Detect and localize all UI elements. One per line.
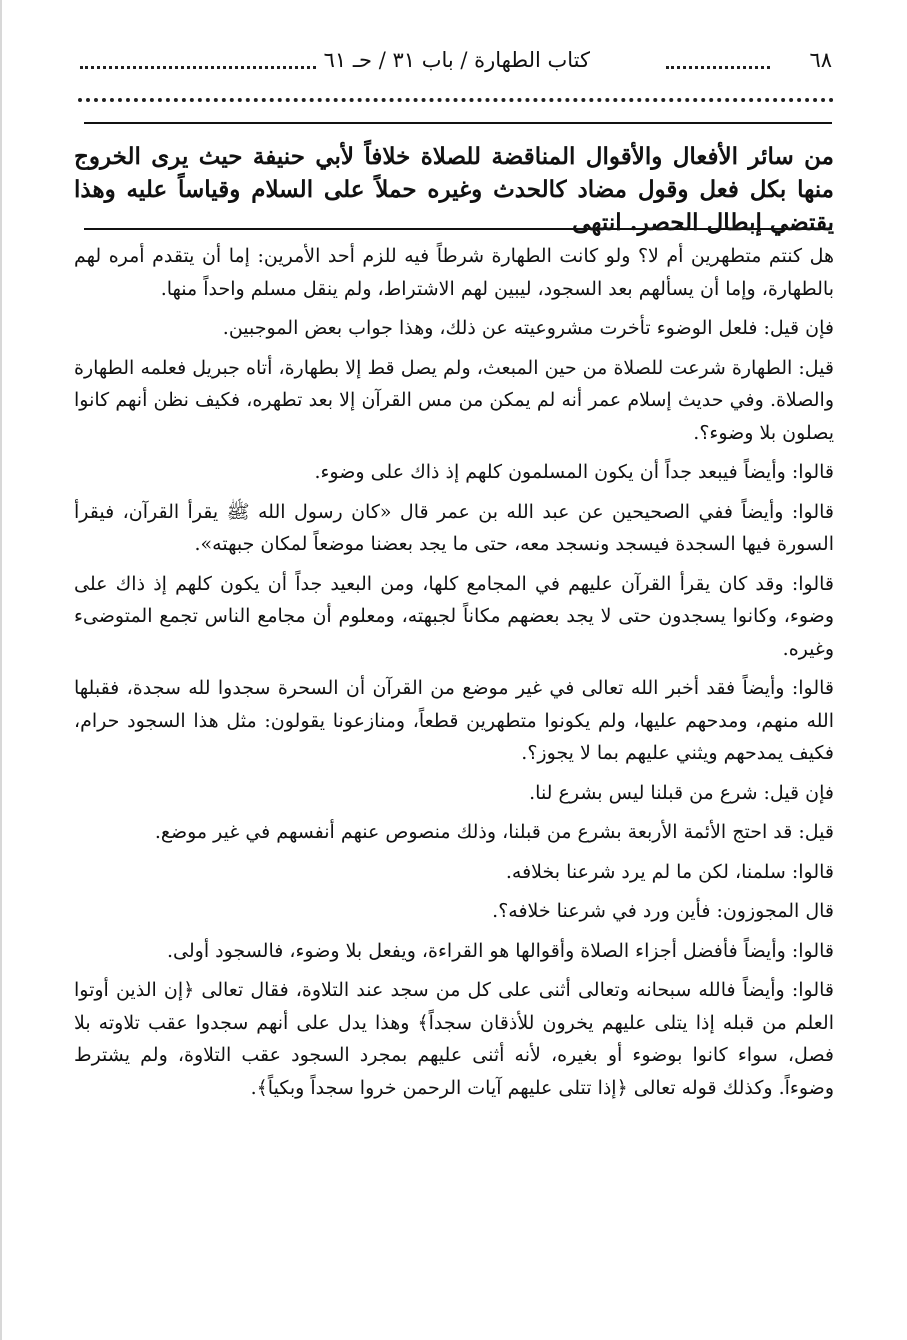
commentary-paragraph: قالوا: وأيضاً فأفضل أجزاء الصلاة وأقوالها هو القراءة، ويفعل بلا وضوء، فالسجود أولى.	[167, 939, 834, 962]
commentary-paragraph: فإن قيل: فلعل الوضوء تأخرت مشروعيته عن ذلك، وهذا جواب بعض الموجبين.	[222, 317, 834, 339]
page-header	[72, 42, 840, 78]
commentary-paragraph: قيل: الطهارة شرعت للصلاة من حين المبعث، ولم يصل قط إلا بطهارة، أتاه جبريل فعلمه الطهارة والصلاة. وفي حديث إسلام عمر أنه لم يمكن من مس القرآن إلا بعد تطهره، فكيف نظن أنهم كانوا يصلون بلا وضوء؟.	[74, 356, 834, 444]
commentary-paragraph: قال المجوزون: فأين ورد في شرعنا خلافه؟.	[492, 900, 834, 922]
top-rule	[84, 122, 832, 124]
commentary-divider	[84, 228, 832, 230]
commentary-paragraph: قيل: قد احتج الأئمة الأربعة بشرع من قبلنا، وذلك منصوص عنهم أنفسهم في غير موضع.	[154, 821, 834, 843]
header-leader-dots	[80, 66, 316, 69]
page-number: ٦٨	[809, 48, 832, 72]
commentary-paragraph: قالوا: وقد كان يقرأ القرآن عليهم في المجامع كلها، ومن البعيد جداً أن يكون كلهم إذ ذاك على وضوء، وكانوا يسجدون حتى لا يجد بعضهم مكاناً لجبهته، ومعلوم أن مجامع الناس تجمع المتوضىء وغيره.	[74, 572, 834, 660]
commentary-paragraph: قالوا: وأيضاً فالله سبحانه وتعالى أثنى على كل من سجد عند التلاوة، فقال تعالى ﴿إن الذين أوتوا العلم من قبله إذا يتلى عليهم يخرون للأذقان سجداً﴾ وهذا يدل على أنهم سجدوا عقب تلاوته بلا فصل، سواء كانوا بوضوء أو بغيره، لأنه أثنى عليهم بمجرد السجود عقب التلاوة، ولم يشترط وضوءاً. وكذلك قوله تعالى ﴿إذا تتلى عليهم آيات الرحمن خروا سجداً وبكياً﴾.	[74, 979, 834, 1099]
page-edge	[0, 0, 2, 1340]
commentary-paragraph: قالوا: سلمنا، لكن ما لم يرد شرعنا بخلافه.	[505, 860, 834, 883]
running-title: كتاب الطهارة / باب ٣١ / حـ ٦١	[323, 48, 590, 72]
commentary-paragraph: قالوا: وأيضاً فقد أخبر الله تعالى في غير موضع من القرآن أن السحرة سجدوا لله سجدة، فقبلها الله منهم، ومدحهم عليها، ولم يكونوا متطهرين قطعاً، ومنازعونا يقولون: مثل هذا السجود حرام، فكيف يمدحهم ويثني عليهم بما لا يجوز؟.	[74, 677, 834, 764]
header-leader-dots	[666, 66, 770, 69]
commentary-paragraph: قالوا: وأيضاً ففي الصحيحين عن عبد الله بن عمر قال «كان رسول الله ﷺ يقرأ القرآن، فيقرأ السورة فيها السجدة فيسجد ونسجد معه، حتى ما يجد بعضنا موضعاً لمكان جبهته».	[74, 500, 834, 555]
commentary-paragraph: قالوا: وأيضاً فيبعد جداً أن يكون المسلمون كلهم إذ ذاك على وضوء.	[314, 461, 834, 483]
dotted-divider	[78, 98, 834, 102]
commentary-paragraph: فإن قيل: شرع من قبلنا ليس بشرع لنا.	[529, 781, 834, 804]
main-text-block: من سائر الأفعال والأقوال المناقضة للصلاة خلافاً لأبي حنيفة حيث يرى الخروج منها بكل فعل وقول مضاد كالحدث وغيره حملاً على السلام وقياساً عليه وهذا يقتضي إبطال الحصر. انتهى	[74, 143, 834, 236]
commentary-paragraph: هل كنتم متطهرين أم لا؟ ولو كانت الطهارة شرطاً فيه للزم أحد الأمرين: إما أن يتقدم أمره لهم بالطهارة، وإما أن يسألهم بعد السجود، ليبين لهم الاشتراط، ولم ينقل مسلم واحداً منها.	[74, 245, 834, 300]
commentary-section	[74, 240, 834, 1104]
